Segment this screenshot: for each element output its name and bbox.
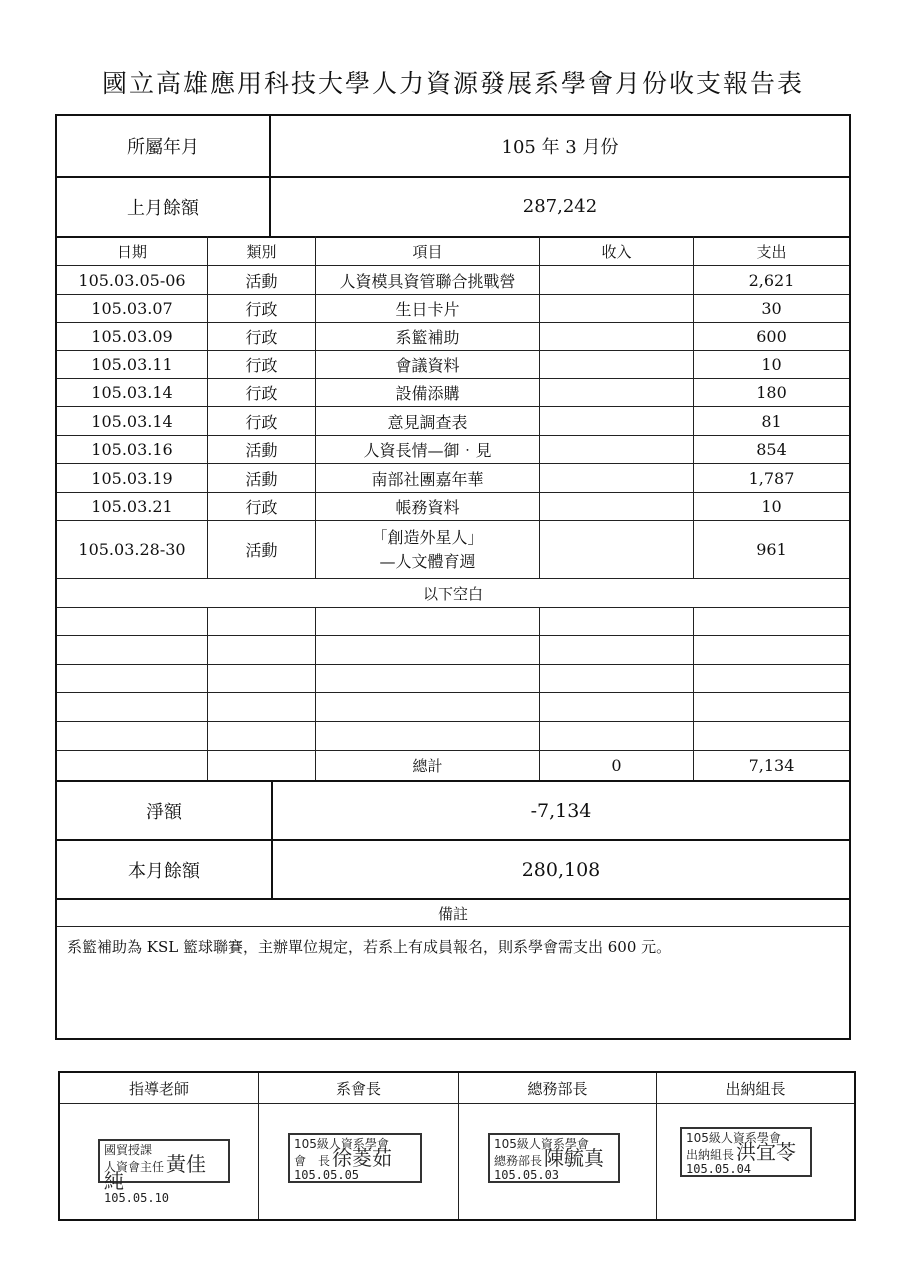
- col-header-expense: 支出: [756, 242, 787, 261]
- signature-table: [58, 1071, 856, 1221]
- table-row-item: 人資模具資管聯合挑戰營: [339, 271, 516, 291]
- col-header-item: 項目: [412, 242, 443, 261]
- table-row-item: 人資長情—御‧見: [363, 441, 492, 460]
- president-stamp: 105級人資系學會 會 長 徐菱茹 105.05.05: [288, 1133, 422, 1183]
- table-row-category: 活動: [245, 441, 278, 460]
- table-row-income: [540, 407, 693, 435]
- blank-below-note: 以下空白: [422, 584, 483, 603]
- current-balance-label: 本月餘額: [128, 860, 200, 882]
- table-row-item: 生日卡片: [395, 300, 460, 319]
- table-row-item: 系籃補助: [395, 328, 460, 347]
- item-line-1: 「創造外星人」: [371, 527, 484, 547]
- table-row-date: 105.03.05-06: [78, 270, 186, 290]
- month-value: 105 年 3 月份: [501, 137, 619, 158]
- table-row-expense: 10: [761, 497, 782, 516]
- table-row-item: 南部社團嘉年華: [371, 469, 484, 489]
- table-row-category: 行政: [245, 328, 278, 347]
- total-expense: 7,134: [748, 756, 795, 775]
- table-row-date: 105.03.07: [91, 299, 173, 318]
- table-row-date: 105.03.11: [91, 355, 173, 374]
- signature-header-cashier: 出納組長: [725, 1079, 786, 1098]
- table-row-expense: 854: [756, 440, 787, 459]
- net-label: 淨額: [146, 801, 182, 823]
- table-row-date: 105.03.21: [91, 497, 173, 516]
- month-label: 所屬年月: [127, 137, 199, 158]
- table-row-income: [540, 266, 693, 294]
- table-row-expense: 600: [756, 327, 787, 346]
- table-row-expense: 2,621: [748, 270, 795, 290]
- col-header-date: 日期: [116, 242, 147, 261]
- general-affairs-stamp: 105級人資系學會 總務部長 陳毓真 105.05.03: [488, 1133, 620, 1183]
- table-row-income: [540, 493, 693, 520]
- table-row-income: [540, 464, 693, 492]
- table-row-item: 設備添購: [395, 384, 460, 403]
- table-row-expense: 10: [761, 355, 782, 374]
- table-row-income: [540, 295, 693, 322]
- remarks-text: 系籃補助為 KSL 籃球聯賽，主辦單位規定，若系上有成員報名，則系學會需支出 600 元。: [67, 938, 672, 956]
- table-row-expense: 961: [756, 540, 787, 559]
- table-row-item: 會議資料: [395, 356, 460, 375]
- current-balance-value: 280,108: [521, 858, 601, 881]
- table-row-income: [540, 351, 693, 378]
- item-line-2: —人文體育週: [379, 551, 476, 571]
- table-row-expense: 81: [761, 411, 782, 431]
- table-row-date: 105.03.19: [91, 468, 173, 488]
- table-row-income: [540, 436, 693, 463]
- table-row-income: [540, 323, 693, 350]
- signature-header-president: 系會長: [335, 1079, 381, 1098]
- table-row-date: 105.03.28-30: [78, 540, 186, 559]
- prev-balance-value: 287,242: [522, 196, 598, 217]
- table-row-expense: 1,787: [748, 468, 795, 488]
- table-row-category: 行政: [245, 412, 278, 432]
- table-row-income: [540, 379, 693, 406]
- total-label: 總計: [412, 757, 443, 775]
- signature-header-general-affairs: 總務部長: [527, 1079, 588, 1098]
- table-row-category: 行政: [245, 498, 278, 517]
- table-row-category: 活動: [245, 541, 278, 560]
- signature-header-advisor: 指導老師: [128, 1079, 189, 1098]
- prev-balance-label: 上月餘額: [127, 197, 199, 219]
- table-row-date: 105.03.14: [91, 411, 173, 431]
- remarks-label: 備註: [437, 904, 468, 923]
- table-row-item: 帳務資料: [395, 498, 460, 517]
- table-row-date: 105.03.09: [91, 327, 173, 346]
- table-row-item: 意見調查表: [387, 412, 468, 432]
- page-title: 國立高雄應用科技大學人力資源發展系學會月份收支報告表: [101, 69, 804, 98]
- col-header-category: 類別: [246, 242, 277, 261]
- table-row-category: 行政: [245, 384, 278, 403]
- table-row-date: 105.03.14: [91, 383, 173, 402]
- net-value: -7,134: [530, 799, 592, 822]
- table-row-category: 活動: [245, 271, 278, 291]
- table-row-category: 行政: [245, 300, 278, 319]
- report-table: [55, 114, 851, 1040]
- col-header-income: 收入: [601, 242, 632, 261]
- table-row-date: 105.03.16: [91, 440, 173, 459]
- advisor-stamp: 國貿授課 人資會主任 黃佳純 105.05.10: [98, 1139, 230, 1183]
- table-row-expense: 30: [761, 299, 782, 318]
- table-row-expense: 180: [756, 383, 787, 402]
- table-row-income: [540, 521, 693, 578]
- cashier-stamp: 105級人資系學會 出納組長 洪宜苓 105.05.04: [680, 1127, 812, 1177]
- total-income: 0: [611, 756, 622, 775]
- table-row-item: [316, 521, 539, 578]
- table-row-category: 行政: [245, 356, 278, 375]
- table-row-category: 活動: [245, 469, 278, 489]
